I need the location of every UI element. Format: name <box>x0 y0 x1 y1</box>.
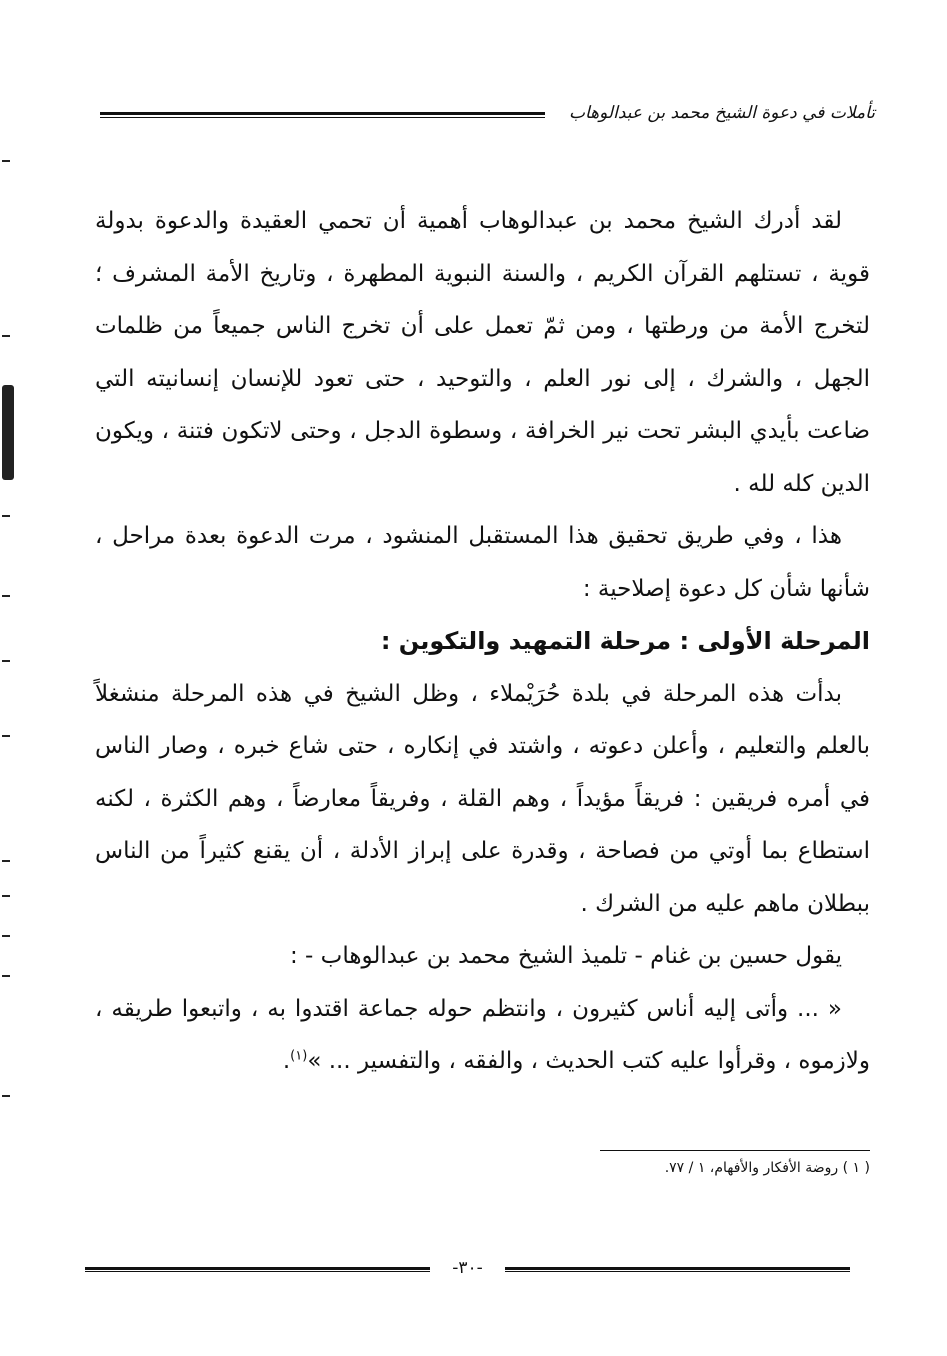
scan-tick-mark <box>2 860 10 862</box>
paragraph-3: بدأت هذه المرحلة في بلدة حُرَيْملاء ، وظل الشيخ في هذه المرحلة منشغلاً بالعلم والتعليم ، وأعلن دعوته ، واشتد في إنكاره ، حتى شاع خبره ، وصار الناس في أمره فريقين : فريقاً مؤيداً ، وهم القلة ، وفريقاً معارضاً ، وهم الكثرة ، لكنه استطاع بما أوتي من فصاحة ، وقدرة على إبراز الأدلة ، أن يقنع كثيراً من الناس ببطلان ماهم عليه من الشرك . <box>95 680 870 917</box>
scan-tick-mark <box>2 160 10 162</box>
scan-tick-mark <box>2 335 10 337</box>
running-header <box>100 95 875 135</box>
body-text <box>95 195 870 1088</box>
scan-edge-mark <box>2 385 14 480</box>
section-heading: المرحلة الأولى : مرحلة التمهيد والتكوين : <box>380 627 870 655</box>
footer-rule-left <box>85 1267 430 1272</box>
page-footer <box>85 1258 850 1282</box>
footnote: ( ١ ) روضة الأفكار والأفهام، ١ / ٧٧. <box>664 1160 870 1176</box>
header-rule <box>100 112 545 118</box>
scan-tick-mark <box>2 895 10 897</box>
scan-tick-mark <box>2 735 10 737</box>
quote-paragraph: « ... وأتى إليه أناس كثيرون ، وانتظم حوله جماعة اقتدوا به ، واتبعوا طريقه ، ولازموه ، وقرأوا عليه كتب الحديث ، والفقه ، والتفسير ... »$^{(١)}$. <box>95 995 870 1074</box>
paragraph-4: يقول حسين بن غنام - تلميذ الشيخ محمد بن عبدالوهاب - : <box>290 943 842 969</box>
paragraph-1: لقد أدرك الشيخ محمد بن عبدالوهاب أهمية أن تحمي العقيدة والدعوة بدولة قوية ، تستلهم القرآن الكريم ، والسنة النبوية المطهرة ، وتاريخ الأمة المشرف ؛ لتخرج الأمة من ورطتها ، ومن ثمّ تعمل على أن تخرج الناس جميعاً من ظلمات الجهل ، والشرك ، إلى نور العلم ، والتوحيد ، حتى تعود للإنسان إنسانيته التي ضاعت بأيدي البشر تحت نير الخرافة ، وسطوة الدجل ، وحتى لاتكون فتنة ، ويكون الدين كله لله . <box>95 208 870 497</box>
footer-rule-right <box>505 1267 850 1272</box>
footnote-marker: (١) <box>290 1048 308 1064</box>
running-header-title: تأملات في دعوة الشيخ محمد بن عبدالوهاب <box>569 103 875 123</box>
scan-tick-mark <box>2 1095 10 1097</box>
footnote-rule <box>600 1150 870 1151</box>
page-number: -٣٠- <box>452 1258 483 1278</box>
scan-tick-mark <box>2 975 10 977</box>
quote-text: « ... وأتى إليه أناس كثيرون ، وانتظم حوله جماعة اقتدوا به ، واتبعوا طريقه ، ولازموه ، وقرأوا عليه كتب الحديث ، والفقه ، والتفسير ... » <box>95 995 870 1074</box>
scan-tick-mark <box>2 515 10 517</box>
scan-tick-mark <box>2 660 10 662</box>
scan-tick-mark <box>2 595 10 597</box>
scan-tick-mark <box>2 935 10 937</box>
paragraph-2: هذا ، وفي طريق تحقيق هذا المستقبل المنشود ، مرت الدعوة بعدة مراحل ، شأنها شأن كل دعوة إصلاحية : <box>95 523 870 602</box>
